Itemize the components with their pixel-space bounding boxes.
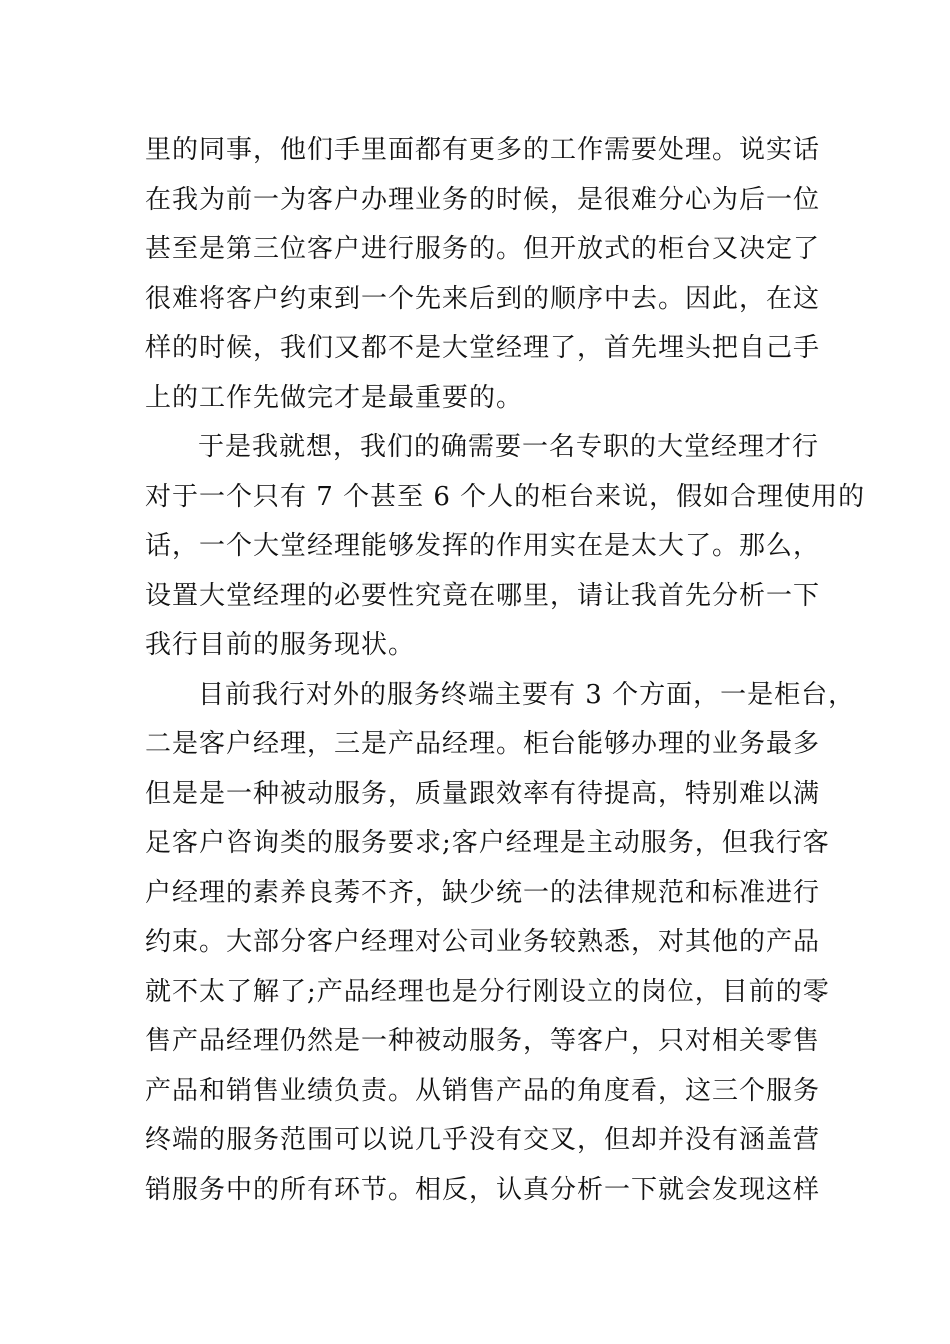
text-line: 上的工作先做完才是最重要的。 [145, 382, 524, 413]
text-line: 里的同事，他们手里面都有更多的工作需要处理。说实话 [145, 135, 821, 165]
paragraph-start-line: 于是我就想，我们的确需要一名专职的大堂经理才行 [198, 432, 820, 462]
text-line: 对于一个只有 7 个甚至 6 个人的柜台来说，假如合理使用的 [145, 481, 866, 512]
paragraph-start-line: 目前我行对外的服务终端主要有 3 个方面，一是柜台， [198, 679, 856, 710]
text-line: 样的时候，我们又都不是大堂经理了，首先埋头把自己手 [145, 333, 821, 363]
text-line: 产品和销售业绩负责。从销售产品的角度看，这三个服务 [145, 1075, 821, 1106]
text-line: 售产品经理仍然是一种被动服务，等客户，只对相关零售 [145, 1026, 821, 1056]
text-line: 终端的服务范围可以说几乎没有交叉，但却并没有涵盖营 [145, 1125, 821, 1155]
text-line: 我行目前的服务现状。 [145, 630, 416, 660]
text-line: 户经理的素养良莠不齐，缺少统一的法律规范和标准进行 [145, 877, 821, 908]
text-line: 但是是一种被动服务，质量跟效率有待提高，特别难以满 [145, 778, 821, 809]
text-line: 约束。大部分客户经理对公司业务较熟悉，对其他的产品 [145, 927, 821, 957]
text-line: 设置大堂经理的必要性究竟在哪里，请让我首先分析一下 [145, 580, 821, 611]
text-line: 销服务中的所有环节。相反，认真分析一下就会发现这样 [145, 1174, 821, 1205]
text-line: 二是客户经理，三是产品经理。柜台能够办理的业务最多 [145, 729, 821, 759]
text-line: 很难将客户约束到一个先来后到的顺序中去。因此，在这 [145, 283, 821, 314]
text-line: 足客户咨询类的服务要求;客户经理是主动服务，但我行客 [145, 828, 830, 858]
text-line: 在我为前一为客户办理业务的时候，是很难分心为后一位 [145, 184, 821, 215]
text-line: 话，一个大堂经理能够发挥的作用实在是太大了。那么， [145, 531, 821, 561]
text-line: 就不太了解了;产品经理也是分行刚设立的岗位，目前的零 [145, 976, 830, 1007]
body-text [145, 126, 866, 1215]
text-line: 甚至是第三位客户进行服务的。但开放式的柜台又决定了 [145, 234, 821, 264]
